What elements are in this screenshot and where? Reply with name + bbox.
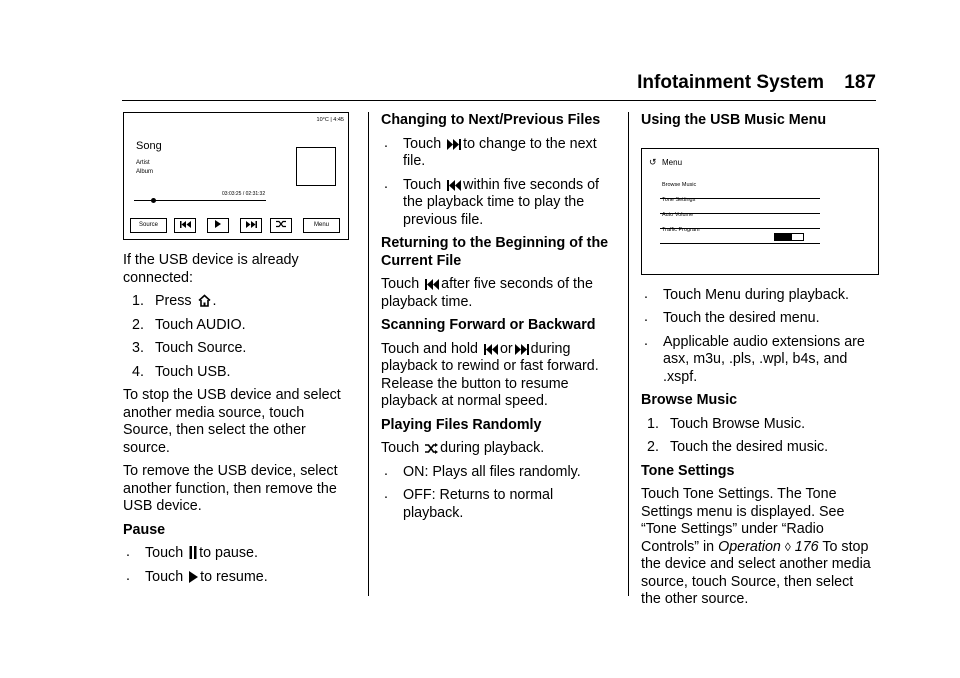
previous-track-icon — [447, 180, 461, 191]
pause-heading: Pause — [123, 521, 166, 538]
bullet-text: OFF: Returns to normal playback. — [403, 487, 554, 521]
step-2 — [123, 317, 355, 335]
bullet-text: Applicable audio extensions are asx, m3u, .pls, .wpl, b4s, and .xspf. — [663, 333, 865, 385]
resume-bullet: . Touch to resume. — [126, 567, 268, 585]
menu-bullet-2: . Touch the desired menu. — [644, 309, 820, 326]
source-button[interactable] — [130, 218, 167, 233]
album-art — [296, 147, 336, 186]
menu-button-label: Menu — [313, 222, 329, 228]
menu-item-traffic-program[interactable] — [660, 229, 820, 244]
previous-track-icon — [425, 279, 439, 290]
bullet-text-end: within five seconds of the playback time to play the previous file. — [403, 176, 600, 228]
column-1 — [123, 112, 355, 592]
scanning-heading: Scanning Forward or Backward — [381, 317, 596, 333]
step-number: 1. — [647, 415, 659, 432]
artist-label: Artist — [136, 160, 150, 166]
step-3 — [123, 340, 355, 358]
step-number: 2. — [132, 316, 144, 333]
paragraph-text-or: or — [499, 340, 513, 357]
song-title: Song — [136, 140, 162, 152]
menu-item-label: Browse Music — [662, 182, 697, 188]
paragraph-text: Touch Tone Settings. The Tone Settings menu is displayed. See “Tone Settings” under “Radio Controls” in — [641, 486, 845, 555]
random-on-bullet: . ON: Plays all files randomly. — [384, 462, 581, 480]
step-4 — [123, 364, 355, 382]
menu-bullet-1: . Touch Menu during playback. — [644, 285, 849, 303]
step-1 — [123, 293, 355, 311]
play-icon — [189, 571, 198, 583]
section-title: Infotainment System — [637, 72, 824, 93]
album-label: Album — [136, 169, 154, 175]
step-number: 4. — [132, 363, 144, 380]
bullet-text: Touch the desired menu. — [663, 310, 820, 326]
previous-track-icon — [180, 221, 191, 231]
column-divider-1 — [368, 112, 369, 596]
previous-track-icon — [484, 344, 498, 355]
bullet-text: Touch — [145, 568, 188, 585]
back-icon[interactable]: ↺ — [649, 156, 657, 167]
play-button[interactable] — [207, 218, 229, 233]
column-2 — [381, 112, 613, 528]
browse-step-2 — [641, 439, 877, 457]
browse-step-1 — [641, 416, 877, 434]
bullet-text: Touch — [403, 135, 446, 152]
toggle-fill — [775, 234, 792, 240]
step-text: Touch AUDIO. — [155, 316, 246, 333]
bullet-text-end: to resume. — [200, 568, 268, 585]
step-text: Touch Source. — [155, 340, 247, 356]
paragraph-text: Touch and hold — [381, 340, 482, 357]
bullet-text-end: to change to the next file. — [403, 135, 597, 169]
step-number: 1. — [132, 293, 144, 309]
random-off-bullet: . OFF: Returns to normal playback. — [384, 486, 554, 521]
playback-time: 03:03:25 / 02:31:32 — [222, 191, 266, 197]
return-to-beginning-paragraph — [381, 276, 613, 311]
previous-track-button[interactable] — [174, 218, 196, 233]
page-reference-number[interactable]: 176 — [794, 538, 819, 555]
play-icon — [215, 220, 221, 231]
paragraph-text-end: during playback to rewind or fast forward. Release the button to resume playback at normal speed. — [381, 340, 599, 409]
next-track-icon — [447, 139, 461, 150]
shuffle-icon — [276, 220, 286, 231]
menu-bullet-3: . Applicable audio extensions are asx, m3u, .pls, .wpl, b4s, and .xspf. — [644, 332, 865, 385]
paragraph-text: Touch — [381, 276, 424, 292]
random-paragraph — [381, 440, 613, 458]
browse-music-heading: Browse Music — [641, 392, 738, 408]
paragraph-text-end: during playback. — [440, 440, 545, 456]
status-readout: 10°C | 4:45 — [316, 117, 344, 123]
bullet-text: Touch Menu during playback. — [663, 286, 849, 303]
progress-knob[interactable] — [151, 198, 156, 203]
paragraph-text-end: To stop the device and select another media source, touch Source, then select the other source. — [641, 538, 871, 607]
random-heading: Playing Files Randomly — [381, 416, 542, 433]
usb-menu-heading: Using the USB Music Menu — [641, 112, 827, 128]
bullet-text: ON: Plays all files randomly. — [403, 463, 581, 480]
menu-item-label: Traffic Program — [662, 227, 700, 233]
step-text: Touch USB. — [155, 363, 231, 380]
traffic-program-toggle[interactable] — [774, 233, 804, 241]
menu-list — [660, 184, 820, 244]
pause-bullet: . Touch to pause. — [126, 544, 258, 561]
column-divider-2 — [628, 112, 629, 596]
menu-button[interactable] — [303, 218, 340, 233]
home-icon — [198, 294, 211, 307]
step-number: 2. — [647, 439, 659, 455]
source-button-label: Source — [138, 222, 158, 228]
usb-player-screen-illustration — [123, 112, 349, 240]
usb-connected-intro: If the USB device is already connected: — [123, 252, 299, 286]
next-file-bullet: . Touch to change to the next file. — [384, 134, 597, 169]
tone-settings-heading: Tone Settings — [641, 462, 735, 479]
page-reference-icon: ◊ — [784, 539, 791, 554]
next-track-button[interactable] — [240, 218, 262, 233]
tone-settings-paragraph — [641, 486, 877, 609]
menu-screen-title: Menu — [662, 157, 683, 167]
bullet-text: Touch — [403, 176, 446, 193]
pause-icon — [189, 546, 197, 559]
stop-usb-paragraph: To stop the USB device and select another media source, touch Source, then select the other source. — [123, 387, 341, 456]
step-text-end: . — [212, 293, 217, 309]
shuffle-button[interactable] — [270, 218, 292, 233]
step-text: Touch the desired music. — [670, 439, 829, 455]
operation-cross-reference[interactable]: Operation — [718, 538, 781, 555]
step-text: Touch Browse Music. — [670, 415, 806, 432]
bullet-text-end: to pause. — [199, 545, 258, 561]
next-track-icon — [246, 221, 257, 231]
remove-usb-paragraph: To remove the USB device, select another function, then remove the USB device. — [123, 463, 338, 514]
menu-item-label: Tone Settings — [662, 197, 696, 203]
shuffle-icon — [425, 443, 438, 454]
page-number: 187 — [844, 72, 876, 93]
previous-file-bullet: . Touch within five seconds of the playback time to play the previous file. — [384, 175, 600, 228]
paragraph-text: Touch — [381, 440, 424, 456]
step-number: 3. — [132, 340, 144, 356]
step-text: Press — [155, 293, 196, 309]
page-header — [122, 72, 876, 101]
column-3 — [641, 112, 877, 615]
next-track-icon — [515, 344, 529, 355]
next-previous-heading: Changing to Next/Previous Files — [381, 112, 601, 128]
menu-item-label: Auto Volume — [662, 212, 694, 218]
return-to-beginning-heading: Returning to the Beginning of the Current File — [381, 235, 609, 269]
usb-menu-screen-illustration — [641, 148, 879, 275]
paragraph-text-end: after five seconds of the playback time. — [381, 276, 593, 310]
scanning-paragraph — [381, 341, 613, 411]
bullet-text: Touch — [145, 545, 188, 561]
